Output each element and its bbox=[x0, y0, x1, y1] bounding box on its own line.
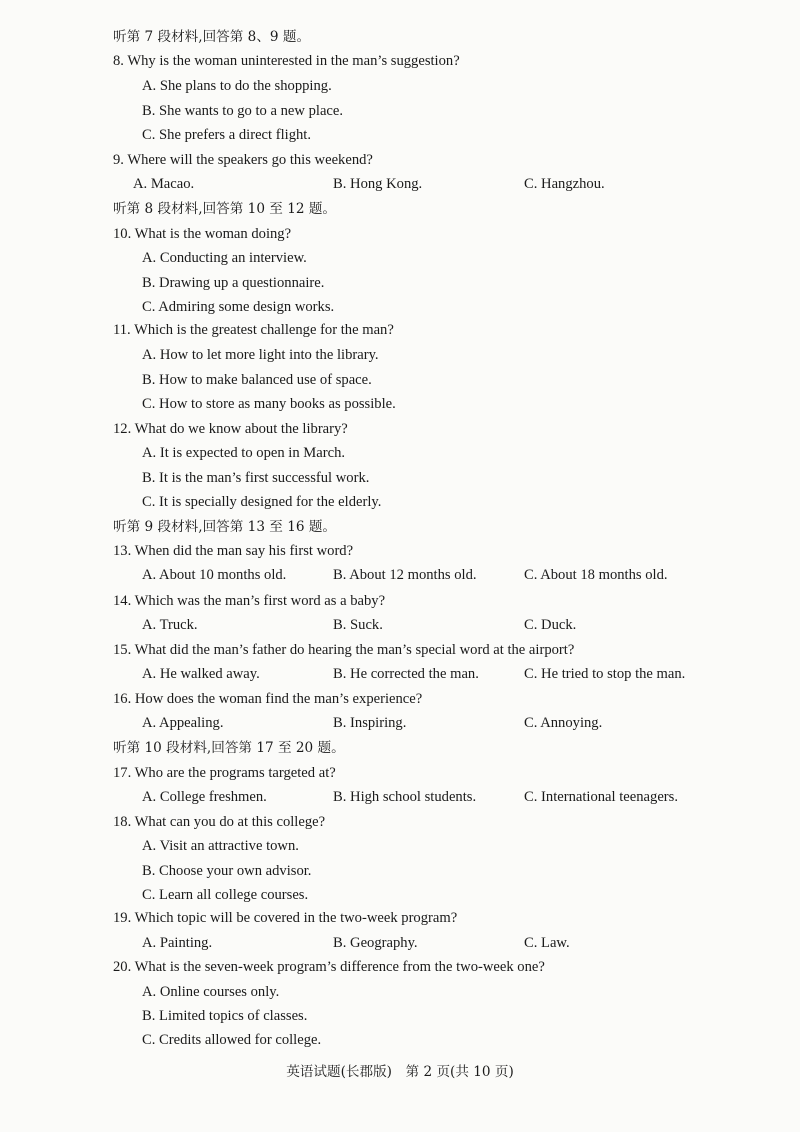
option: B. It is the man’s first successful work. bbox=[142, 470, 370, 486]
option: B. Drawing up a questionnaire. bbox=[142, 275, 325, 291]
option: B. How to make balanced use of space. bbox=[142, 372, 372, 388]
option: B. Geography. bbox=[333, 935, 418, 951]
question-stem: 17. Who are the programs targeted at? bbox=[113, 765, 336, 781]
option-row bbox=[0, 934, 800, 952]
option: C. How to store as many books as possible. bbox=[142, 396, 396, 412]
section-heading: 听第 10 段材料,回答第 17 至 20 题。 bbox=[113, 740, 345, 756]
option: B. Suck. bbox=[333, 617, 383, 633]
option: C. She prefers a direct flight. bbox=[142, 127, 311, 143]
option: B. Inspiring. bbox=[333, 715, 407, 731]
page-footer: 英语试题(长郡版) 第 2 页(共 10 页) bbox=[286, 1064, 514, 1080]
option: C. Annoying. bbox=[524, 715, 603, 731]
option-row bbox=[0, 714, 800, 732]
option: A. It is expected to open in March. bbox=[142, 445, 346, 461]
option: C. It is specially designed for the elderly. bbox=[142, 494, 382, 510]
option: C. Hangzhou. bbox=[524, 176, 605, 192]
question-stem: 16. How does the woman find the man’s experience? bbox=[113, 691, 423, 707]
option: A. College freshmen. bbox=[142, 789, 267, 805]
option: C. Credits allowed for college. bbox=[142, 1032, 322, 1048]
option-row bbox=[0, 175, 800, 193]
option: A. How to let more light into the library. bbox=[142, 347, 379, 363]
question-stem: 20. What is the seven-week program’s difference from the two-week one? bbox=[113, 959, 545, 975]
option-row bbox=[0, 566, 800, 584]
option: A. Painting. bbox=[142, 935, 213, 951]
option: B. She wants to go to a new place. bbox=[142, 103, 344, 119]
option-row bbox=[0, 788, 800, 806]
option: B. Limited topics of classes. bbox=[142, 1008, 308, 1024]
option: A. She plans to do the shopping. bbox=[142, 78, 332, 94]
option: B. High school students. bbox=[333, 789, 477, 805]
option: A. Conducting an interview. bbox=[142, 250, 307, 266]
option: A. He walked away. bbox=[142, 666, 260, 682]
option: A. Truck. bbox=[142, 617, 198, 633]
question-stem: 10. What is the woman doing? bbox=[113, 226, 292, 242]
option: C. Learn all college courses. bbox=[142, 887, 309, 903]
option: A. Appealing. bbox=[142, 715, 224, 731]
option: C. About 18 months old. bbox=[524, 567, 668, 583]
section-heading: 听第 8 段材料,回答第 10 至 12 题。 bbox=[113, 201, 337, 217]
question-stem: 9. Where will the speakers go this weekend? bbox=[113, 152, 373, 168]
option: A. Online courses only. bbox=[142, 984, 280, 1000]
option: B. He corrected the man. bbox=[333, 666, 479, 682]
question-stem: 12. What do we know about the library? bbox=[113, 421, 348, 437]
question-stem: 14. Which was the man’s first word as a baby? bbox=[113, 593, 386, 609]
question-stem: 19. Which topic will be covered in the two-week program? bbox=[113, 910, 458, 926]
question-stem: 13. When did the man say his first word? bbox=[113, 543, 354, 559]
option: B. Choose your own advisor. bbox=[142, 863, 312, 879]
question-stem: 8. Why is the woman uninterested in the man’s suggestion? bbox=[113, 53, 460, 69]
option: B. Hong Kong. bbox=[333, 176, 423, 192]
question-stem: 11. Which is the greatest challenge for the man? bbox=[113, 322, 394, 338]
question-stem: 18. What can you do at this college? bbox=[113, 814, 326, 830]
section-heading: 听第 9 段材料,回答第 13 至 16 题。 bbox=[113, 519, 337, 535]
option: A. Visit an attractive town. bbox=[142, 838, 299, 854]
option: C. Law. bbox=[524, 935, 570, 951]
section-heading: 听第 7 段材料,回答第 8、9 题。 bbox=[113, 29, 311, 45]
option: C. Admiring some design works. bbox=[142, 299, 335, 315]
option: C. He tried to stop the man. bbox=[524, 666, 686, 682]
option: C. International teenagers. bbox=[524, 789, 678, 805]
option: B. About 12 months old. bbox=[333, 567, 477, 583]
option-row bbox=[0, 665, 800, 683]
option-row bbox=[0, 616, 800, 634]
option: C. Duck. bbox=[524, 617, 577, 633]
option: A. Macao. bbox=[133, 176, 195, 192]
question-stem: 15. What did the man’s father do hearing the man’s special word at the airport? bbox=[113, 642, 575, 658]
option: A. About 10 months old. bbox=[142, 567, 287, 583]
